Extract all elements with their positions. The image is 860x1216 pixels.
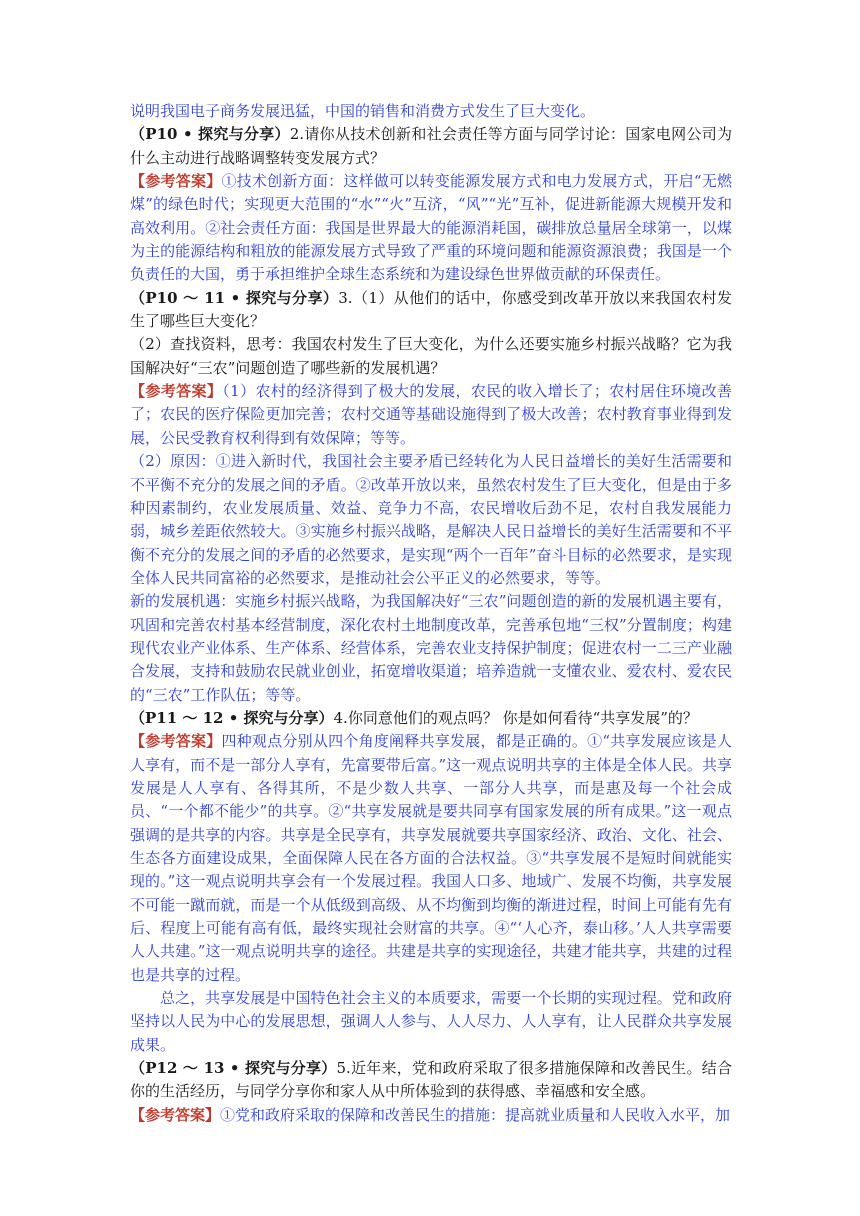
- answer-text: ①技术创新方面：这样做可以转变能源发展方式和电力发展方式，开启“无燃煤”的绿色时代；实现更大范围的“水”“火”互济，“风”“光”互补，促进新能源大规模开发和高效利用。②社会责任方面：我国是世界最大的能源消耗国，碳排放总量居全球第一，以煤为主的能源结构和粗放的能源发展方式导致了严重的环境问题和能源资源浪费；我国是一个负责任的大国，勇于承担维护全球生态系统和为建设绿色世界做贡献的环保责任。: [130, 172, 732, 284]
- paragraph: [130, 1104, 732, 1127]
- paragraph: [130, 333, 732, 380]
- question-text: （2）查找资料，思考：我国农村发生了巨大变化，为什么还要实施乡村振兴战略？它为我国解决好“三农”问题创造了哪些新的发展机遇？: [130, 335, 732, 377]
- question-text: 4.你同意他们的观点吗？ 你是如何看待“共享发展”的？: [333, 708, 698, 727]
- paragraph: [130, 730, 732, 987]
- question-text: 5.近年来，党和政府采取了很多措施保障和改善民生。结合你的生活经历，与同学分享你和家人从中所体验到的获得感、幸福感和安全感。: [130, 1059, 732, 1101]
- answer-text: 总之，共享发展是中国特色社会主义的本质要求，需要一个长期的实现过程。党和政府坚持以人民为中心的发展思想，强调人人参与、人人尽力、人人享有，让人民群众共享发展成果。: [130, 989, 732, 1054]
- answer-label: 【参考答案】: [130, 1105, 221, 1124]
- paragraph: [130, 987, 732, 1057]
- answer-text: 新的发展机遇：实施乡村振兴战略，为我国解决好“三农”问题创造的新的发展机遇主要有，巩固和完善农村基本经营制度，深化农村土地制度改革，完善承包地“三权”分置制度；构建现代农业产业体系、生产体系、经营体系，完善农业支持保护制度；促进农村一二三产业融合发展，支持和鼓励农民就业创业，拓宽增收渠道；培养造就一支懂农业、爱农村、爱农民的“三农”工作队伍；等等。: [130, 592, 732, 704]
- section-tag: （P11 ～ 12 • 探究与分享）: [130, 708, 334, 727]
- section-tag: （P12 ～ 13 • 探究与分享）: [130, 1059, 337, 1078]
- answer-text: （2）原因：①进入新时代，我国社会主要矛盾已经转化为人民日益增长的美好生活需要和不平衡不充分的发展之间的矛盾。②改革开放以来，虽然农村发生了巨大变化，但是由于多种因素制约，农业发展质量、效益、竞争力不高，农民增收后劲不足，农村自我发展能力弱，城乡差距依然较大。③实施乡村振兴战略，是解决人民日益增长的美好生活需要和不平衡不充分的发展之间的矛盾的必然要求，是实现“两个一百年”奋斗目标的必然要求，是实现全体人民共同富裕的必然要求，是推动社会公平正义的必然要求，等等。: [130, 452, 732, 587]
- answer-label: 【参考答案】: [130, 382, 223, 401]
- answer-text: 说明我国电子商务发展迅猛，中国的销售和消费方式发生了巨大变化。: [130, 102, 596, 120]
- answer-label: 【参考答案】: [130, 732, 222, 751]
- paragraph: [130, 707, 732, 730]
- answer-text: （1）农村的经济得到了极大的发展，农民的收入增长了；农村居住环境改善了；农民的医疗保险更加完善；农村交通等基础设施得到了极大改善；农村教育事业得到发展，公民受教育权利得到有效保障；等等。: [130, 382, 732, 447]
- answer-text: 四种观点分别从四个角度阐释共享发展，都是正确的。①“共享发展应该是人人享有，而不是一部分人享有，先富要带后富。”这一观点说明共享的主体是全体人民。共享发展是人人享有、各得其所，不是少数人共享、一部分人共享，而是惠及每一个社会成员、“一个都不能少”的共享。②“共享发展就是要共同享有国家发展的所有成果。”这一观点强调的是共享的内容。共享是全民享有，共享发展就要共享国家经济、政治、文化、社会、生态各方面建设成果，全面保障人民在各方面的合法权益。③“共享发展不是短时间就能实现的。”这一观点说明共享会有一个发展过程。我国人口多、地域广、发展不均衡，共享发展不可能一蹴而就，而是一个从低级到高级、从不均衡到均衡的渐进过程，时间上可能有先有后、程度上可能有高有低，最终实现社会财富的共享。④“‘人心齐，泰山移。’人人共享需要人人共建。”这一观点说明共享的途径。共建是共享的实现途径，共建才能共享，共建的过程也是共享的过程。: [130, 732, 732, 984]
- paragraph: [130, 1057, 732, 1104]
- question-text: 3.（1）从他们的话中，你感受到改革开放以来我国农村发生了哪些巨大变化？: [130, 288, 732, 331]
- paragraph: [130, 287, 732, 334]
- section-tag: （P10 • 探究与分享）: [130, 125, 290, 144]
- question-text: 2.请你从技术创新和社会责任等方面与同学讨论：国家电网公司为什么主动进行战略调整转变发展方式？: [130, 125, 732, 167]
- document-body: [130, 100, 732, 1127]
- paragraph: [130, 590, 732, 707]
- section-tag: （P10 ～ 11 • 探究与分享）: [130, 288, 339, 307]
- answer-label: 【参考答案】: [130, 172, 222, 191]
- answer-text: ①党和政府采取的保障和改善民生的措施：提高就业质量和人民收入水平，加: [220, 1105, 731, 1124]
- paragraph: [130, 170, 732, 287]
- paragraph: [130, 100, 732, 123]
- paragraph: [130, 123, 732, 170]
- paragraph: [130, 450, 732, 590]
- paragraph: [130, 380, 732, 450]
